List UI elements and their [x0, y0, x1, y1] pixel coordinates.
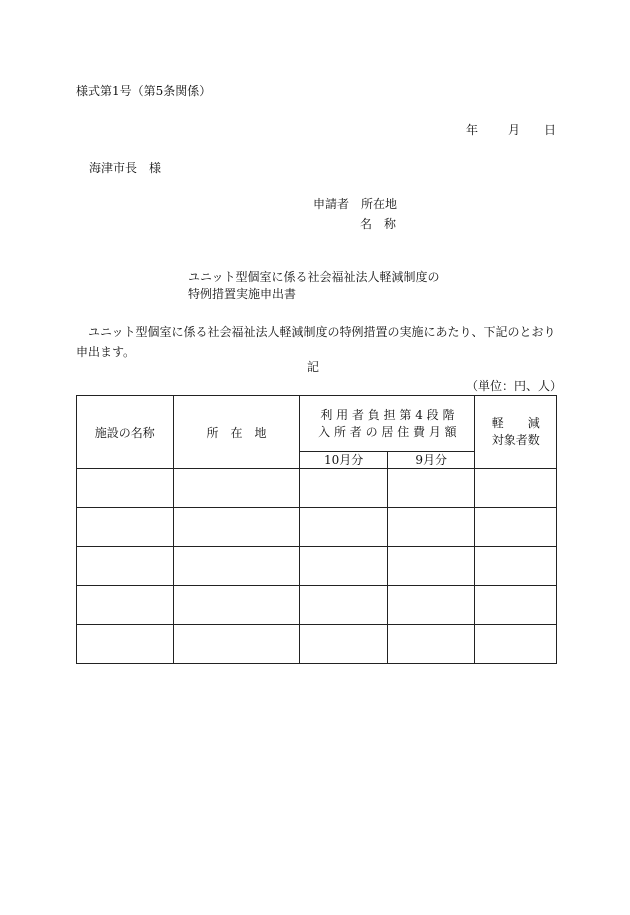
cell-location[interactable] — [173, 625, 300, 664]
header-monthly-housing-cost — [300, 396, 475, 452]
date-line — [466, 122, 556, 138]
applicant-label: 申請者 — [313, 197, 350, 211]
table-row — [77, 625, 557, 664]
cell-facility-name[interactable] — [77, 508, 174, 547]
cell-october[interactable] — [300, 508, 388, 547]
title-line-2: 特例措置実施申出書 — [188, 287, 297, 301]
cell-reduction-count[interactable] — [475, 625, 557, 664]
header-reduction-line-1: 軽 減 — [491, 416, 540, 430]
header-october: 10月分 — [300, 452, 388, 469]
date-month: 月 — [508, 123, 521, 137]
record-heading: 記 — [307, 360, 320, 374]
table-row — [77, 508, 557, 547]
cell-reduction-count[interactable] — [475, 508, 557, 547]
applicant-name-label: 名 称 — [360, 217, 397, 231]
cell-reduction-count[interactable] — [475, 469, 557, 508]
cell-october[interactable] — [300, 586, 388, 625]
header-reduction-line-2: 対象者数 — [491, 433, 540, 447]
header-monthly-housing-cost-line-2: 入 所 者 の 居 住 費 月 額 — [318, 424, 457, 439]
applicant-line — [313, 196, 397, 212]
date-day: 日 — [544, 123, 557, 137]
cell-facility-name[interactable] — [77, 625, 174, 664]
cell-september[interactable] — [387, 508, 475, 547]
cell-facility-name[interactable] — [77, 469, 174, 508]
cell-facility-name[interactable] — [77, 586, 174, 625]
table-row — [77, 586, 557, 625]
header-location: 所 在 地 — [173, 396, 300, 469]
document-title — [188, 269, 440, 303]
cell-september[interactable] — [387, 469, 475, 508]
cell-reduction-count[interactable] — [475, 586, 557, 625]
cell-location[interactable] — [173, 586, 300, 625]
body-text: ユニット型個室に係る社会福祉法人軽減制度の特例措置の実施にあたり、下記のとおり申出ます。 — [76, 325, 556, 359]
cell-location[interactable] — [173, 508, 300, 547]
applicant-address-label: 所在地 — [361, 197, 398, 211]
cell-reduction-count[interactable] — [475, 547, 557, 586]
cell-october[interactable] — [300, 625, 388, 664]
unit-note: （単位：円、人） — [466, 379, 563, 393]
facility-table — [76, 395, 557, 664]
form-number: 様式第1号（第5条関係） — [76, 84, 212, 98]
cell-location[interactable] — [173, 469, 300, 508]
cell-facility-name[interactable] — [77, 547, 174, 586]
header-facility-name: 施設の名称 — [77, 396, 174, 469]
cell-october[interactable] — [300, 469, 388, 508]
addressee: 海津市長 様 — [89, 161, 162, 175]
table-row — [77, 469, 557, 508]
title-line-1: ユニット型個室に係る社会福祉法人軽減制度の — [188, 270, 440, 284]
cell-september[interactable] — [387, 625, 475, 664]
table-row — [77, 547, 557, 586]
header-september: 9月分 — [387, 452, 475, 469]
cell-september[interactable] — [387, 586, 475, 625]
header-reduction-count — [475, 396, 557, 469]
cell-location[interactable] — [173, 547, 300, 586]
header-monthly-housing-cost-line-1: 利 用 者 負 担 第 4 段 階 — [320, 407, 455, 422]
date-year: 年 — [466, 123, 479, 137]
cell-october[interactable] — [300, 547, 388, 586]
cell-september[interactable] — [387, 547, 475, 586]
